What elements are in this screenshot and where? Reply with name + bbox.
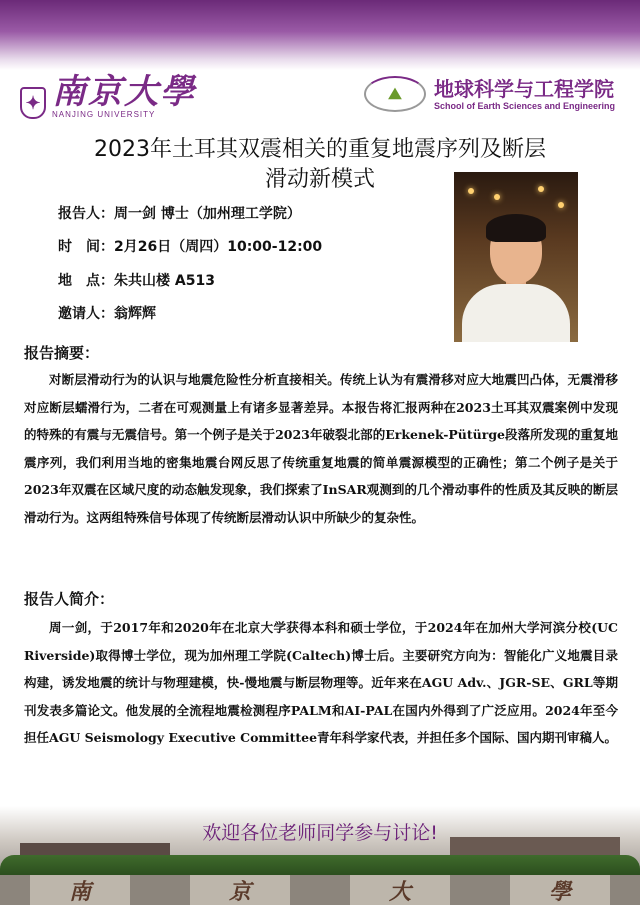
place-label: 地 点： [58,273,114,289]
abstract-heading: 报告摘要： [24,344,100,362]
speaker-photo [454,172,578,342]
host-label: 邀请人： [58,306,114,322]
time-value: 2月26日（周四）10:00-12:00 [114,239,323,255]
school-logo [364,76,615,112]
university-name-cn: 南京大學 [52,72,196,112]
nju-logo [20,74,196,119]
speaker-label: 报告人： [58,206,114,222]
place-value: 朱共山楼 A513 [114,273,215,289]
time-label: 时 间： [58,239,114,255]
university-name-en: NANJING UNIVERSITY [52,110,156,119]
school-name-cn: 地球科学与工程学院 [434,77,614,101]
stone-char-3: 大 [350,875,450,905]
welcome-message: 欢迎各位老师同学参与讨论! [202,822,438,844]
top-banner [0,0,640,70]
stone-char-1: 南 [30,875,130,905]
talk-title-line1: 2023年土耳其双震相关的重复地震序列及断层 [94,137,546,162]
earth-science-icon: ⛰ [364,76,426,112]
school-name-en: School of Earth Sciences and Engineering [434,101,616,111]
talk-title-line2: 滑动新模式 [264,167,375,192]
abstract-text: 对断层滑动行为的认识与地震危险性分析直接相关。传统上认为有震滑移对应大地震凹凸体，无震滑移对应断层蠕滑行为，二者在可观测量上有诸多显著差异。本报告将汇报两种在2023土耳其双震案例中发现的特殊的有震与无震信号。第一个例子是关于2023年破裂北部的Erkenek-Pütürge段落所发现的重复地震序列，我们利用当地的密集地震台网反思了传统重复地震的简单震源模型的正确性；第二个例子是关于2023年双震在区域尺度的动态触发现象，我们探索了InSAR观测到的几个滑动事件的性质及其反映的断层滑动行为。这两组特殊信号体现了传统断层滑动认识中所缺少的复杂性。 [24,372,618,525]
stone-char-4: 學 [510,875,610,905]
stone-plinths [0,875,640,905]
stone-char-2: 京 [190,875,290,905]
speaker-row [58,203,301,223]
place-row [58,270,215,290]
bio-heading: 报告人简介： [24,590,115,608]
nju-crest-icon: ✦ [20,87,46,119]
host-row [58,303,156,323]
bio-text: 周一剑，于2017年和2020年在北京大学获得本科和硕士学位，于2024年在加州大学河滨分校(UC Riverside)取得博士学位，现为加州理工学院(Caltech)博士后。主要研究方向为：智能化广义地震目录构建，诱发地震的统计与物理建模，快-慢地震与断层物理等。近年来在AGU Adv.、JGR-SE、GRL等期刊发表多篇论文。他发展的全流程地震检测程序PALM和AI-PAL在国内外得到了广泛应用。2024年至今担任AGU Seismology Executive Committee青年科学家代表，并担任多个国际、国内期刊审稿人。 [24,620,618,745]
time-row [58,236,322,256]
host-value: 翁辉辉 [114,306,156,322]
speaker-value: 周一剑 博士（加州理工学院） [114,206,301,222]
